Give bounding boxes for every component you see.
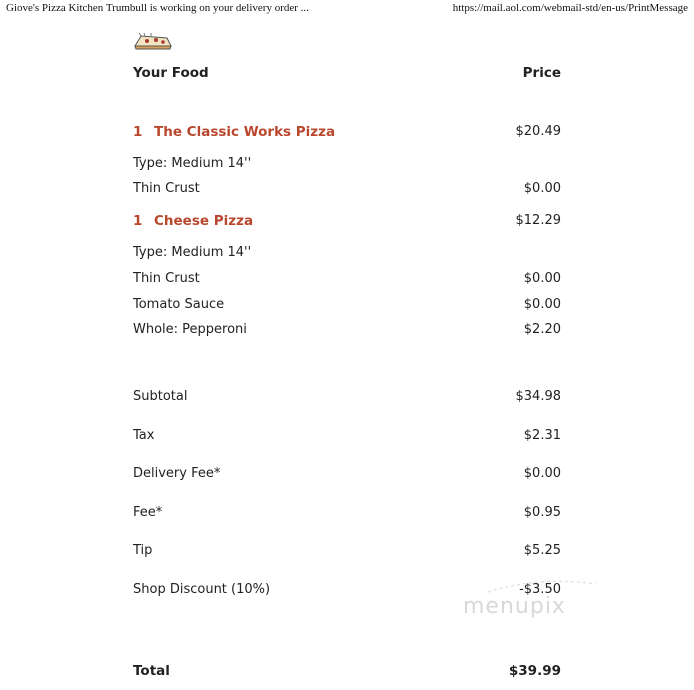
subtotal-value: $34.98 <box>515 389 561 404</box>
tax-label: Tax <box>133 428 155 443</box>
subtotal-label: Subtotal <box>133 389 188 404</box>
delivery-fee-row <box>133 464 561 484</box>
option-label: Type: Medium 14'' <box>133 245 252 260</box>
option-label: Thin Crust <box>133 271 200 286</box>
discount-label: Shop Discount (10%) <box>133 582 271 597</box>
tip-row <box>133 541 561 561</box>
fee-row <box>133 503 561 523</box>
tax-value: $2.31 <box>523 428 561 443</box>
item-quantity: 1 <box>133 124 143 140</box>
option-label: Thin Crust <box>133 181 200 196</box>
option-label: Whole: Pepperoni <box>133 322 247 337</box>
fee-label: Fee* <box>133 505 163 520</box>
option-label: Tomato Sauce <box>133 297 225 312</box>
option-label: Type: Medium 14'' <box>133 156 252 171</box>
item-option <box>133 243 561 263</box>
item-option <box>133 269 561 289</box>
your-food-heading: Your Food <box>133 65 209 81</box>
item-option <box>133 320 561 340</box>
item-name: Cheese Pizza <box>154 213 254 229</box>
item-option <box>133 179 561 199</box>
subtotal-row <box>133 387 561 407</box>
option-price: $0.00 <box>523 181 561 196</box>
total-label: Total <box>133 663 170 679</box>
discount-value: -$3.50 <box>519 582 561 597</box>
option-price: $0.00 <box>523 297 561 312</box>
total-row <box>133 661 561 681</box>
option-price: $0.00 <box>523 271 561 286</box>
tip-label: Tip <box>133 543 153 558</box>
item-name: The Classic Works Pizza <box>154 124 336 140</box>
total-value: $39.99 <box>508 663 561 679</box>
order-item <box>133 122 561 142</box>
delivery-fee-value: $0.00 <box>523 466 561 481</box>
pizza-slice-icon <box>133 30 173 52</box>
item-price: $12.29 <box>515 213 561 228</box>
item-quantity: 1 <box>133 213 143 229</box>
column-header <box>133 63 561 83</box>
price-heading: Price <box>522 65 561 81</box>
fee-value: $0.95 <box>523 505 561 520</box>
order-item <box>133 211 561 231</box>
tip-value: $5.25 <box>523 543 561 558</box>
tax-row <box>133 426 561 446</box>
watermark-logo: menupix <box>463 594 566 619</box>
print-header <box>0 0 694 16</box>
item-option <box>133 154 561 174</box>
option-price: $2.20 <box>523 322 561 337</box>
delivery-fee-label: Delivery Fee* <box>133 466 221 481</box>
item-option <box>133 295 561 315</box>
print-page-title: Giove's Pizza Kitchen Trumbull is working on your delivery order ... <box>6 2 309 14</box>
print-page-url: https://mail.aol.com/webmail-std/en-us/PrintMessage <box>452 2 688 14</box>
item-price: $20.49 <box>515 124 561 139</box>
